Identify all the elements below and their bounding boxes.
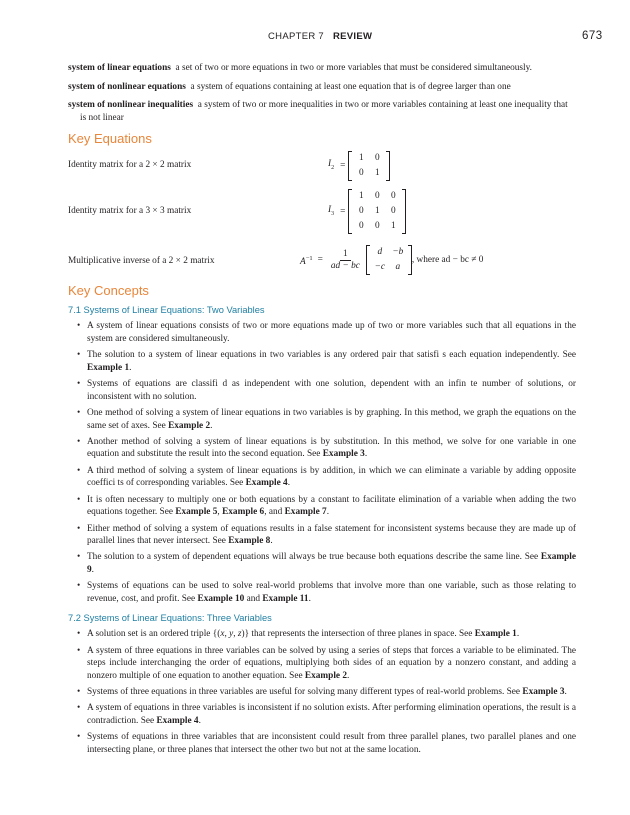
concept-bullet: • Either method of solving a system of equations results in a false statement for inconsistent systems because they are made up of parallel lines that never intersect. See Example 8. [87,523,576,548]
concept-bullet: • A system of equations in three variables is inconsistent if no solution exists. After performing elimination operations, the result is a contradiction. See Example 4. [87,702,576,727]
section-label: REVIEW [333,31,373,42]
concept-bullet: • One method of solving a system of linear equations in two variables is by graphing. In this method, we graph the equations on the same set of axes. See Example 2. [87,407,576,432]
identity2-row [68,151,576,185]
concept-bullet: • The solution to a system of linear equations in two variables is any ordered pair that satisfi s each equation independently. See Example 1. [87,349,576,374]
section-7-2-title: 7.2 Systems of Linear Equations: Three Variables [68,613,272,624]
matrix-cell: 0 [391,191,396,202]
identity3-lhs: $I_3$ [328,204,335,217]
concept-bullet: • A system of linear equations consists of two or more equations made up of two or more variables such that all equations in the system are considered simultaneously. [87,320,576,345]
concept-bullet: • Another method of solving a system of linear equations is by substitution. In this method, we solve for one variable in one equation and substitute the result into the second equation. See Example 3. [87,436,576,461]
page-content [68,62,576,760]
matrix-cell: 1 [391,221,396,232]
identity3-grid [348,189,406,234]
concept-bullet: • A solution set is an ordered triple {(x, y, z)} that represents the intersection of three planes in space. See Example 1. [87,628,576,641]
page-number: 673 [582,30,603,42]
term-name: system of nonlinear equations [68,81,186,92]
matrix-cell: 0 [359,168,364,179]
identity3-matrix: $I_3$ = 1 0 0 0 1 0 0 0 1 [328,189,406,234]
key-equations-heading: Key Equations [68,131,152,147]
inverse-fraction: $\frac{1}{ad - bc}$ [330,248,360,271]
term-name: system of nonlinear inequalities [68,100,194,111]
matrix-cell: −b [392,247,404,258]
matrix-cell: 0 [391,206,396,217]
glossary-term [68,99,576,124]
identity2-grid [348,151,390,181]
identity3-label: Identity matrix for a 3 × 3 matrix [68,206,192,217]
identity3-row [68,189,576,241]
running-header [0,31,630,47]
matrix-cell: 1 [359,191,364,202]
identity2-label: Identity matrix for a 2 × 2 matrix [68,160,192,171]
glossary-term [68,81,576,94]
matrix-cell: 0 [359,221,364,232]
glossary-term [68,62,576,75]
inverse-grid [366,245,412,275]
term-definition: a system of equations containing at least one equation that is of degree larger than one [190,81,511,92]
concept-bullet: • Systems of three equations in three variables are useful for solving many different types of real-world problems. See Example 3. [87,686,576,699]
term-name: system of linear equations [68,63,171,73]
concept-bullet: • Systems of equations can be used to solve real-world problems that involve more than one variable, such as those relating to revenue, cost, and profit. See Example 10 and Example 11. [87,580,576,605]
matrix-cell: 1 [359,153,364,164]
matrix-cell: 1 [375,168,380,179]
identity2-matrix: $I_2$ = 1 0 0 1 [328,151,390,181]
matrix-cell: 0 [375,221,380,232]
matrix-cell: 0 [375,191,380,202]
section-7-1-title: 7.1 Systems of Linear Equations: Two Variables [68,305,265,316]
inverse-condition: , where ad − bc ≠ 0 [411,255,484,266]
glossary [68,62,576,124]
matrix-cell: 0 [375,153,380,164]
matrix-cell: a [395,262,401,273]
matrix-cell: 0 [359,206,364,217]
key-concepts-heading: Key Concepts [68,283,149,299]
inverse-lhs: $A^{-1}$ [300,254,313,267]
inverse-row [68,245,576,281]
term-definition: a set of two or more equations in two or more variables that must be considered simultaneously. [175,63,532,73]
concept-bullet: • The solution to a system of dependent equations will always be true because both equations describe the same line. See Example 9. [87,551,576,576]
term-definition: a system of two or more inequalities in two or more variables containing at least one inequality that is not linear [80,100,568,123]
chapter-label: CHAPTER 7 [268,31,325,42]
matrix-cell: d [377,247,383,258]
inverse-formula: $A^{-1}$ = $\frac{1}{ad - bc}$ d −b −c a , where ad − bc ≠ 0 [300,245,483,275]
concept-bullet: • A third method of solving a system of linear equations is by addition, in which we can eliminate a variable by adding opposite coeffici ts of corresponding variables. See Example 4. [87,465,576,490]
section-7-2-bullets [68,628,576,756]
concept-bullet: • Systems of equations in three variables that are inconsistent could result from three parallel planes, two parallel planes and one intersecting plane, or three planes that intersect the other two but not at the same location. [87,731,576,756]
inverse-label: Multiplicative inverse of a 2 × 2 matrix [68,256,215,267]
concept-bullet: • It is often necessary to multiply one or both equations by a constant to facilitate elimination of a variable when adding the two equations together. See Example 5, Example 6, and Example 7. [87,494,576,519]
identity2-lhs: $I_2$ [328,159,335,171]
concept-bullet: • Systems of equations are classifi d as independent with one solution, dependent with an infin te number of solutions, or inconsistent with no solution. [87,378,576,403]
matrix-cell: 1 [375,206,380,217]
section-7-1-bullets [68,320,576,605]
concept-bullet: • A system of three equations in three variables can be solved by using a series of steps that forces a variable to be eliminated. The steps include interchanging the order of equations, multiplying both sides of an equation by a nonzero constant, and adding a nonzero multiple of one equation to another equation. See Example 2. [87,645,576,683]
matrix-cell: −c [374,262,386,273]
